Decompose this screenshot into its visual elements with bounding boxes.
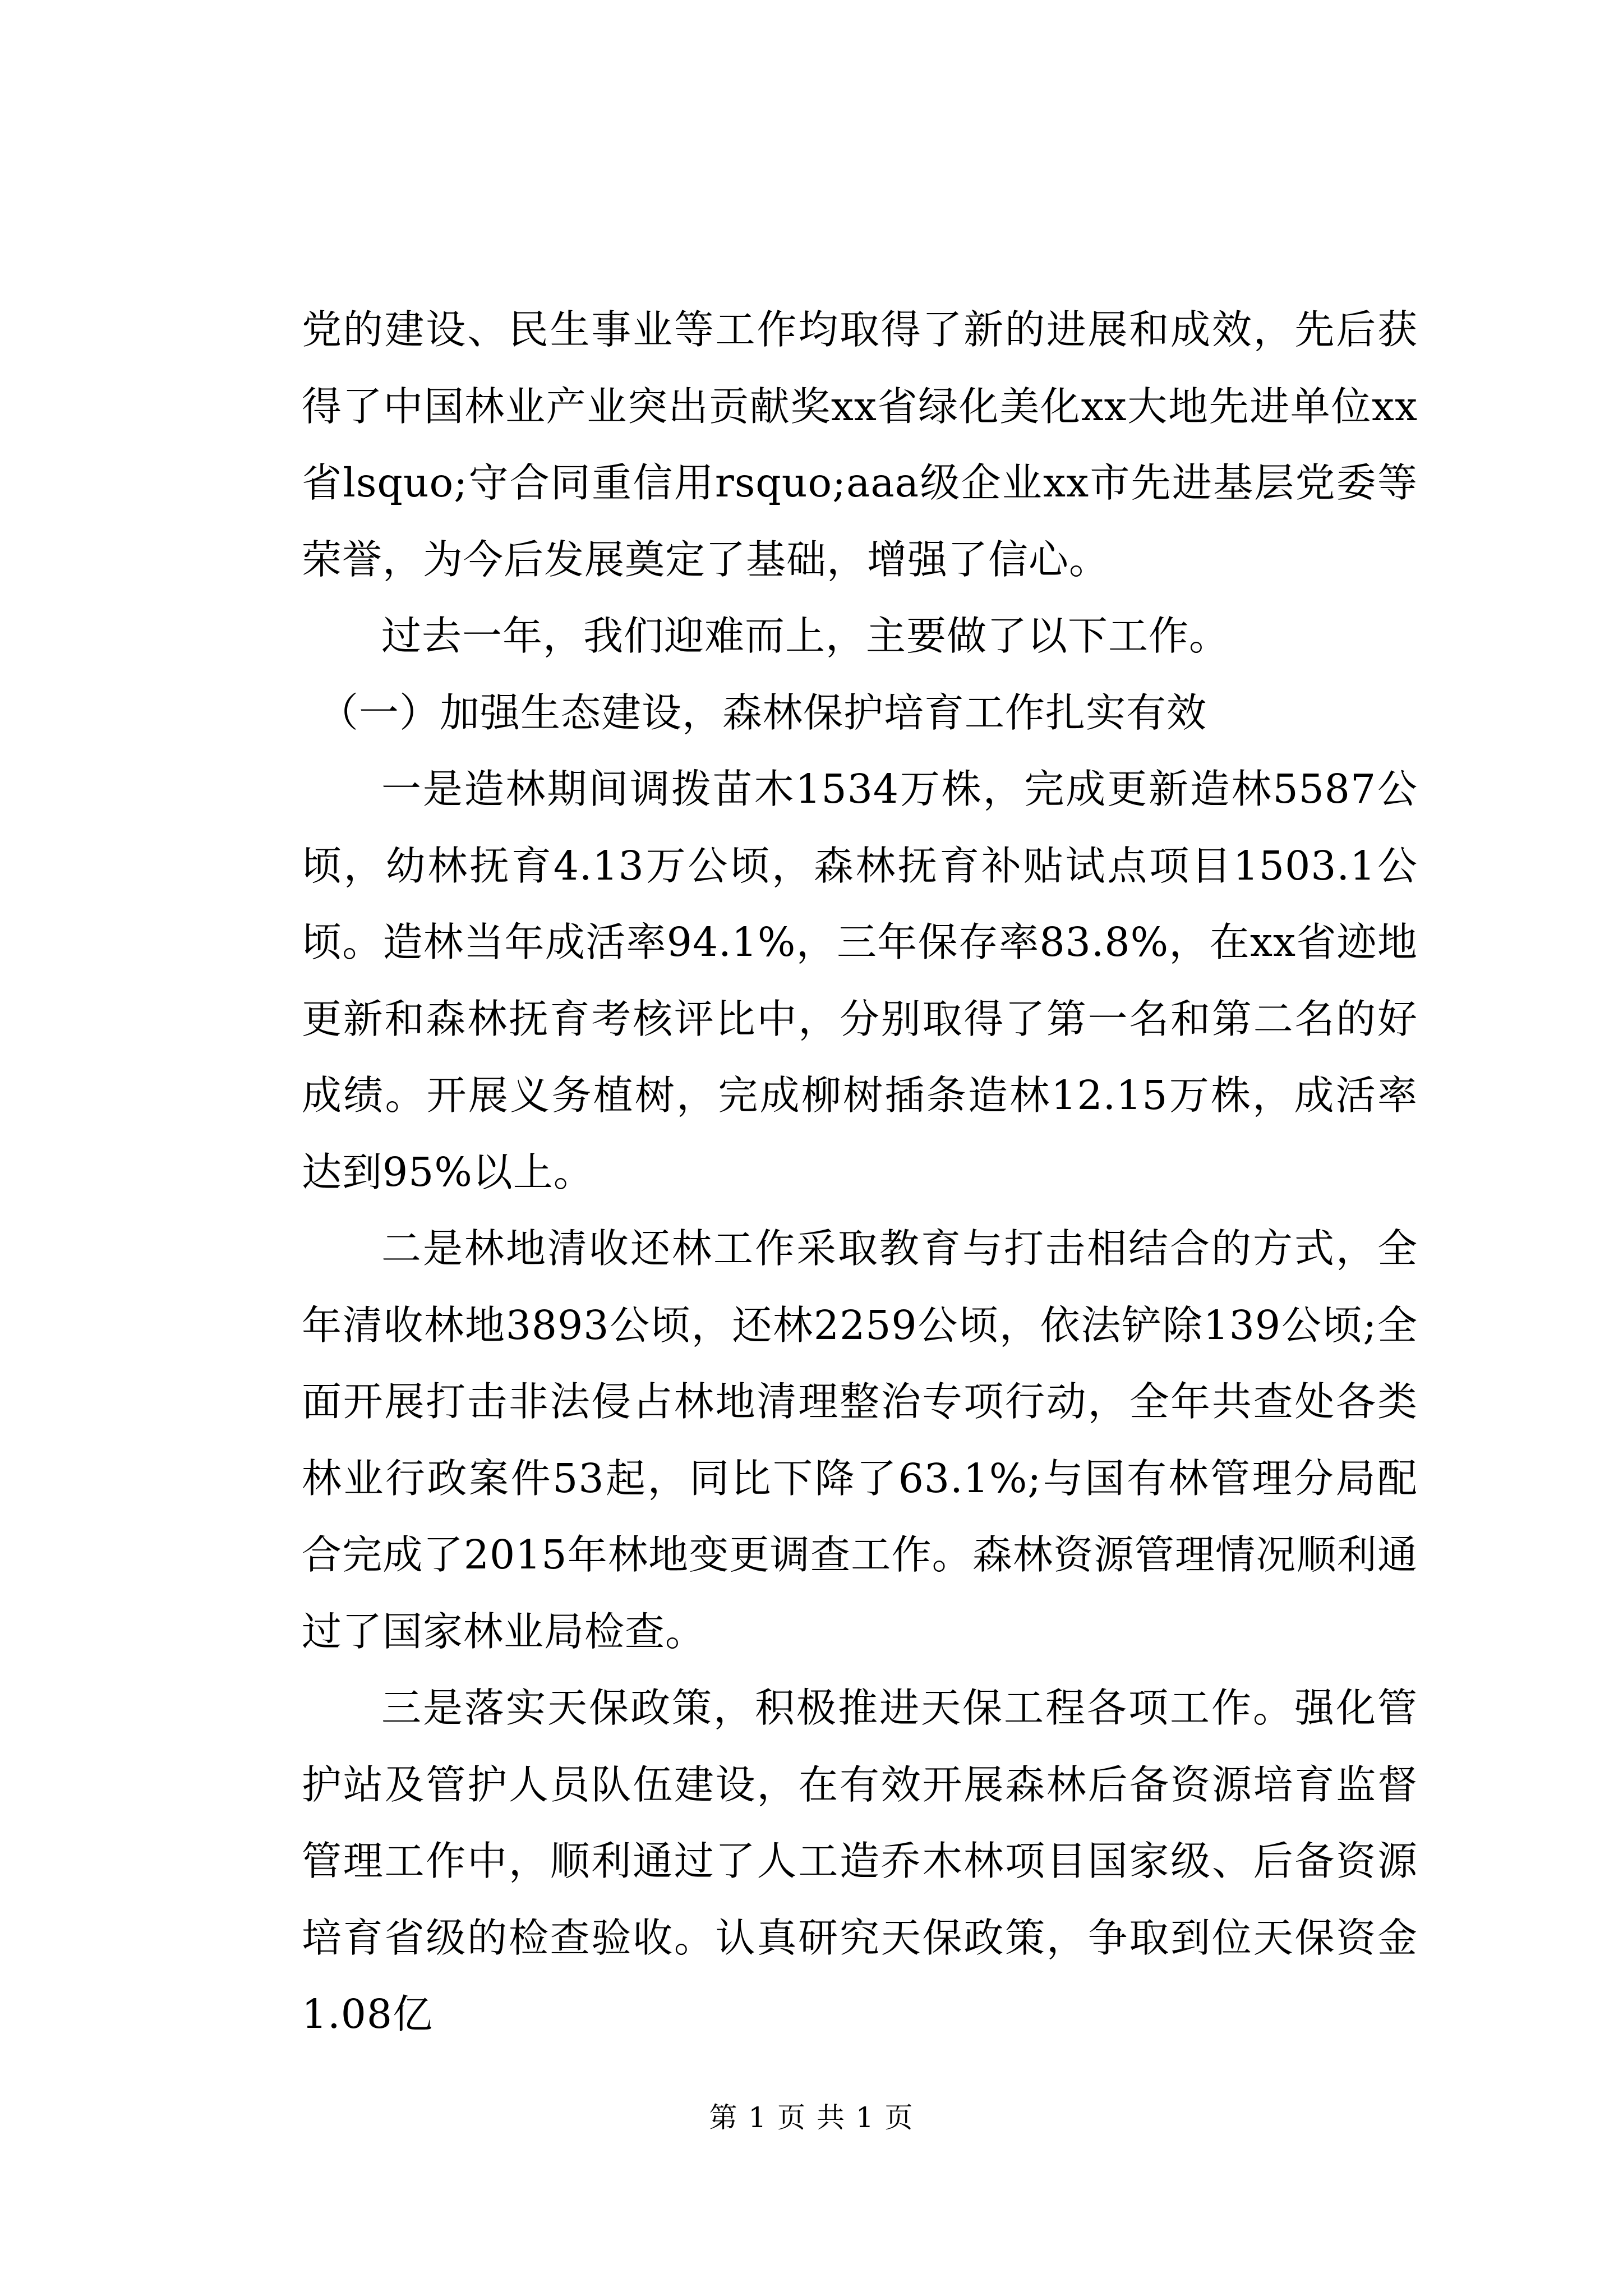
paragraph-4: 一是造林期间调拨苗木1534万株，完成更新造林5587公顷，幼林抚育4.13万公顷，森林抚育补贴试点项目1503.1公顷。造林当年成活率94.1%，三年保存率83.8%，在xx省迹地更新和森林抚育考核评比中，分别取得了第一名和第二名的好成绩。开展义务植树，完成柳树插条造林12.15万株，成活率达到95%以上。	[302, 766, 1418, 1195]
paragraph-2: 过去一年，我们迎难而上，主要做了以下工作。	[381, 613, 1230, 659]
page-footer: 第 1 页 共 1 页	[709, 2101, 914, 2134]
paragraph-5: 二是林地清收还林工作采取教育与打击相结合的方式，全年清收林地3893公顷，还林2259公顷，依法铲除139公顷;全面开展打击非法侵占林地清理整治专项行动，全年共查处各类林业行政案件53起，同比下降了63.1%;与国有林管理分局配合完成了2015年林地变更调查工作。森林资源管理情况顺利通过了国家林业局检查。	[302, 1225, 1418, 1655]
paragraph-1: 党的建设、民生事业等工作均取得了新的进展和成效，先后获得了中国林业产业突出贡献奖xx省绿化美化xx大地先进单位xx省lsquo;守合同重信用rsquo;aaa级企业xx市先进基层党委等荣誉，为今后发展奠定了基础，增强了信心。	[302, 306, 1418, 583]
document-body	[302, 292, 1418, 2053]
section-heading: （一）加强生态建设，森林保护培育工作扎实有效	[319, 689, 1207, 736]
paragraph-6: 三是落实天保政策，积极推进天保工程各项工作。强化管护站及管护人员队伍建设，在有效开展森林后备资源培育监督管理工作中，顺利通过了人工造乔木林项目国家级、后备资源培育省级的检查验收。认真研究天保政策，争取到位天保资金1.08亿	[302, 1685, 1418, 2037]
